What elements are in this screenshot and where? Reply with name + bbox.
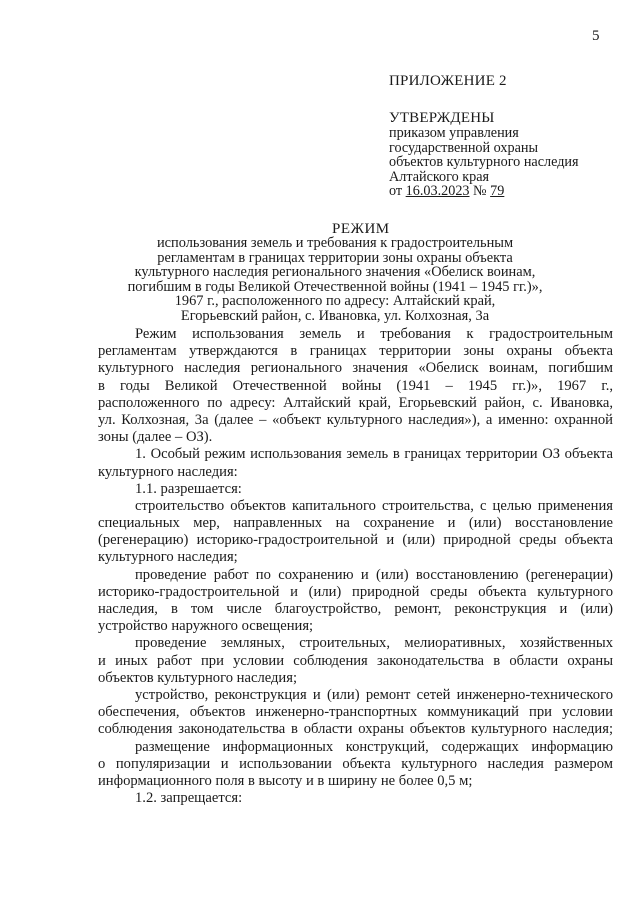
body-line: историко-градостроительной и (или) природной среды объекта культурного (98, 583, 613, 600)
body-line: размещение информационных конструкций, содержащих информацию (135, 738, 613, 755)
body-line: соблюдения законодательства в области охраны объектов культурного наследия; (98, 721, 613, 738)
body-line: специальных мер, направленных на сохранение и (или) восстановление (98, 515, 613, 532)
body-line: 1.2. запрещается: (135, 790, 243, 807)
approval-line: приказом управления (389, 125, 519, 141)
appendix-label: ПРИЛОЖЕНИЕ 2 (389, 73, 507, 89)
document-subtitle (120, 236, 550, 324)
approval-line: государственной охраны (389, 139, 539, 156)
approval-line: объектов культурного наследия (389, 154, 579, 170)
body-line: проведение работ по сохранению и (или) восстановлению (регенерации) (135, 566, 613, 583)
order-line (389, 184, 579, 199)
subtitle-line: Егорьевский район, с. Ивановка, ул. Колхозная, 3а (180, 307, 490, 324)
subtitle-line: погибшим в годы Великой Отечественной войны (1941 – 1945 гг.)», (127, 278, 543, 295)
order-prefix: от (389, 183, 406, 199)
body-line: регламентам утверждаются в границах территории зоны охраны объекта (98, 343, 613, 360)
approval-line: Алтайского края (389, 168, 490, 185)
approval-block (389, 126, 579, 199)
body-line: о популяризации и использовании объекта культурного наследия размером (98, 755, 613, 772)
body-line: зоны (далее – ОЗ). (98, 429, 213, 446)
body-line: устройство, реконструкция и (или) ремонт сетей инженерно-технического (135, 686, 613, 703)
document-title: РЕЖИМ (332, 221, 390, 237)
body-line: проведение земляных, строительных, мелиоративных, хозяйственных (135, 635, 613, 652)
document-body (98, 326, 613, 807)
subtitle-line: 1967 г., расположенного по адресу: Алтайский край, (174, 293, 496, 310)
body-line: устройство наружного освещения; (98, 618, 314, 635)
subtitle-line: использования земель и требования к градостроительным (156, 235, 514, 251)
approved-heading: УТВЕРЖДЕНЫ (389, 110, 495, 126)
subtitle-line: культурного наследия регионального значения «Обелиск воинам, (134, 264, 536, 281)
body-line: строительство объектов капитального строительства, с целью применения (135, 497, 613, 514)
order-number: 79 (490, 183, 505, 199)
body-line: 1.1. разрешается: (135, 480, 242, 497)
body-line: наследия, в том числе благоустройство, ремонт, реконструкция и (или) (98, 601, 613, 617)
order-number-label: № (469, 183, 491, 199)
body-line: культурного наследия регионального значения «Обелиск воинам, погибшим (98, 360, 613, 377)
subtitle-line: регламентам в границах территории зоны охраны объекта (157, 249, 513, 266)
body-line: (регенерацию) историко-градостроительной и (или) природной среды объекта (98, 532, 613, 549)
body-line: Режим использования земель и требования к градостроительным (135, 326, 613, 342)
body-line: и иных работ при условии соблюдения законодательства в области охраны (98, 652, 613, 669)
body-line: культурного наследия; (98, 549, 238, 566)
body-line: 1. Особый режим использования земель в границах территории ОЗ объекта (135, 446, 613, 463)
body-line: информационного поля в высоту и в ширину не более 0,5 м; (98, 772, 473, 789)
page-number: 5 (592, 28, 600, 44)
body-line: культурного наследия: (98, 463, 238, 480)
order-date: 16.03.2023 (405, 183, 470, 199)
body-line: обеспечения, объектов инженерно-транспортных коммуникаций при условии (98, 704, 613, 721)
body-line: расположенного по адресу: Алтайский край, Егорьевский район, с. Ивановка, (98, 394, 613, 411)
body-line: ул. Колхозная, 3а (далее – «объект культурного наследия»), а именно: охранной (98, 411, 613, 428)
body-line: объектов культурного наследия; (98, 669, 298, 686)
body-line: в годы Великой Отечественной войны (1941 – 1945 гг.)», 1967 г., (98, 377, 613, 394)
